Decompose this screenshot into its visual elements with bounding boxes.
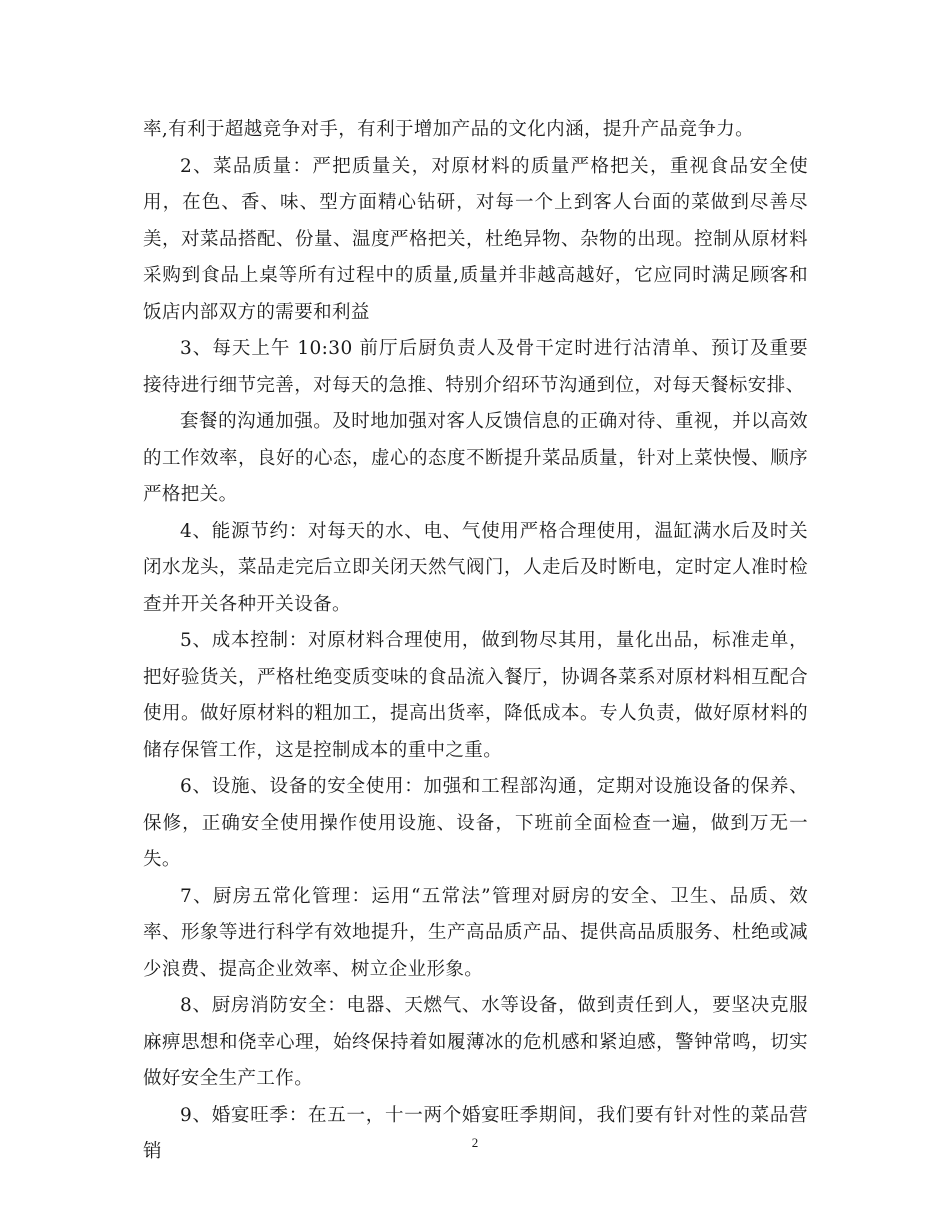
paragraph-five-s-management: 7、厨房五常化管理：运用“五常法”管理对厨房的安全、卫生、品质、效率、形象等进行科学有效地提升，生产高品质产品、提供高品质服务、杜绝或减少浪费、提高企业效率、树立企业形象。 bbox=[143, 885, 808, 980]
page-number: 2 bbox=[471, 1135, 479, 1150]
paragraph-equipment-safety: 6、设施、设备的安全使用：加强和工程部沟通，定期对设施设备的保养、保修，正确安全使用操作使用设施、设备，下班前全面检查一遍，做到万无一失。 bbox=[143, 776, 808, 870]
paragraph-cost-control: 5、成本控制：对原材料合理使用，做到物尽其用，量化出品，标准走单，把好验货关，严格杜绝变质变味的食品流入餐厅，协调各菜系对原材料相互配合使用。做好原材料的粗加工，提高出货率，降低成本。专人负责，做好原材料的储存保管工作，这是控制成本的重中之重。 bbox=[143, 630, 808, 761]
paragraph-energy-saving: 4、能源节约：对每天的水、电、气使用严格合理使用，温缸满水后及时关闭水龙头，菜品走完后立即关闭天然气阀门，人走后及时断电，定时定人准时检查并开关各种开关设备。 bbox=[143, 520, 808, 615]
body-text bbox=[143, 112, 808, 1171]
paragraph-wedding-season: 9、婚宴旺季：在五一，十一两个婚宴旺季期间，我们要有针对性的菜品营销 bbox=[143, 1104, 808, 1162]
paragraph-set-meal-communication: 套餐的沟通加强。及时地加强对客人反馈信息的正确对待、重视，并以高效的工作效率，良好的心态，虚心的态度不断提升菜品质量，针对上菜快慢、顺序严格把关。 bbox=[143, 411, 808, 505]
paragraph-daily-meeting: 3、每天上午 10:30 前厅后厨负责人及骨干定时进行沽清单、预订及重要接待进行细节完善，对每天的急推、特别介绍环节沟通到位，对每天餐标安排、 bbox=[143, 338, 808, 396]
paragraph-dish-quality: 2、菜品质量：严把质量关，对原材料的质量严格把关，重视食品安全使用，在色、香、味、型方面精心钻研，对每一个上到客人台面的菜做到尽善尽美，对菜品搭配、份量、温度严格把关，杜绝异物、杂物的出现。控制从原材料采购到食品上桌等所有过程中的质量,质量并非越高越好，它应同时满足顾客和饭店内部双方的需要和利益 bbox=[143, 155, 808, 323]
paragraph-continuation: 率,有利于超越竞争对手，有利于增加产品的文化内涵，提升产品竞争力。 bbox=[143, 119, 755, 140]
paragraph-fire-safety: 8、厨房消防安全：电器、天燃气、水等设备，做到责任到人，要坚决克服麻痹思想和侥幸心理，始终保持着如履薄冰的危机感和紧迫感，警钟常鸣，切实做好安全生产工作。 bbox=[143, 995, 808, 1089]
